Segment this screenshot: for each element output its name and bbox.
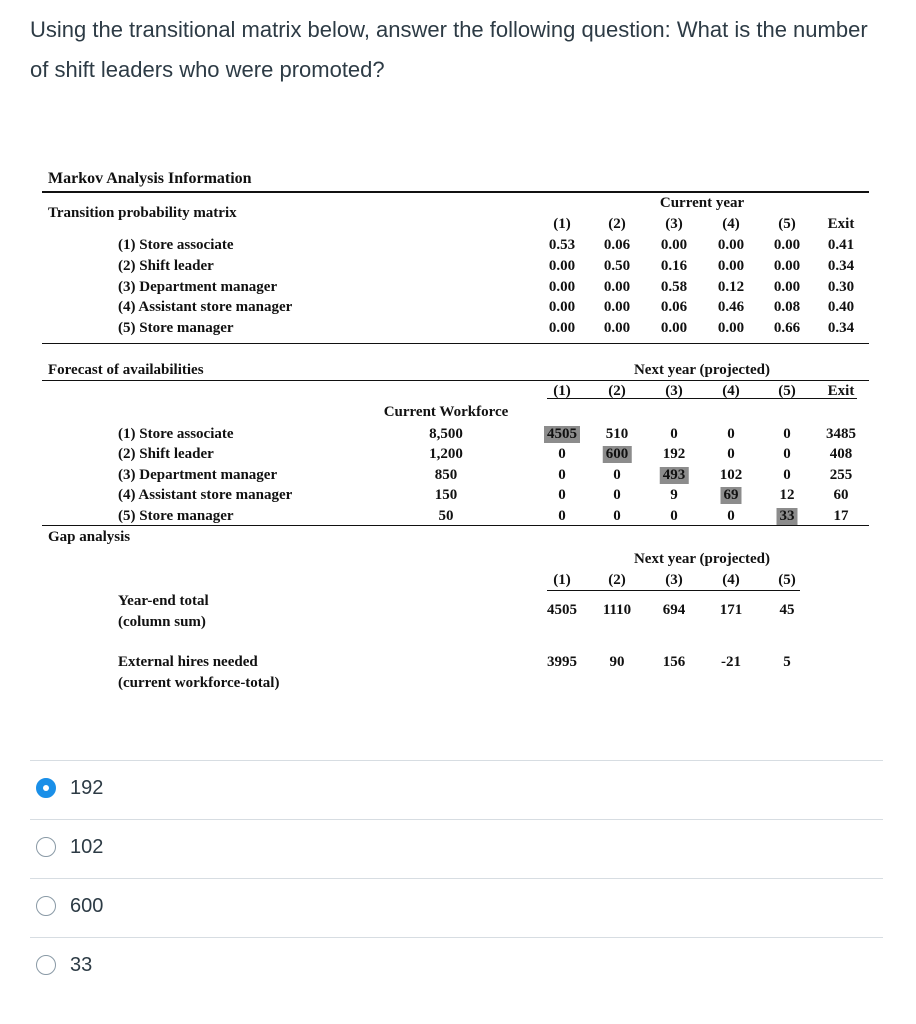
gap-col-rule <box>547 590 800 591</box>
external-label-2: (current workforce-total) <box>118 675 280 691</box>
workforce-header: Current Workforce <box>383 404 509 420</box>
answer-option-600[interactable] <box>36 886 103 926</box>
forecast-row-label: (3) Department manager <box>118 467 278 483</box>
forecast-bottom-rule <box>42 525 869 526</box>
tpm-cell: 0.40 <box>827 299 855 315</box>
workforce-value: 1,200 <box>429 446 463 462</box>
workforce-value: 8,500 <box>429 426 463 442</box>
tpm-cell: 0.00 <box>603 299 631 315</box>
forecast-cell: 493 <box>660 467 689 484</box>
forecast-header: Next year (projected) <box>633 362 771 378</box>
radio-icon[interactable] <box>36 896 56 916</box>
answer-separator <box>30 760 883 761</box>
tpm-row-label: (4) Assistant store manager <box>118 299 293 315</box>
tpm-row-label: (3) Department manager <box>118 279 278 295</box>
forecast-cell: 17 <box>833 508 849 524</box>
tpm-col-header: (3) <box>665 216 683 232</box>
tpm-cell: 0.00 <box>548 299 576 315</box>
tpm-col-header: (1) <box>553 216 571 232</box>
answer-separator <box>30 878 883 879</box>
year-end-value: 45 <box>779 602 795 618</box>
tpm-cell: 0.00 <box>548 258 576 274</box>
tpm-col-header: (4) <box>722 216 740 232</box>
forecast-col-header: (2) <box>608 383 626 399</box>
external-hire-value: 3995 <box>547 654 577 670</box>
tpm-cell: 0.12 <box>717 279 745 295</box>
forecast-cell: 0 <box>558 487 566 503</box>
forecast-row-label: (1) Store associate <box>118 426 234 442</box>
year-end-value: 171 <box>719 602 743 618</box>
tpm-cell: 0.06 <box>603 237 631 253</box>
forecast-col-header: (5) <box>778 383 796 399</box>
forecast-cell: 0 <box>727 426 735 442</box>
answer-label: 600 <box>70 894 104 917</box>
forecast-col-rule <box>547 398 857 399</box>
forecast-cell: 0 <box>613 487 621 503</box>
forecast-row-label: (2) Shift leader <box>118 446 214 462</box>
year-end-value: 4505 <box>547 602 577 618</box>
workforce-value: 50 <box>438 508 454 524</box>
forecast-row-label: (4) Assistant store manager <box>118 487 293 503</box>
tpm-cell: 0.34 <box>827 258 855 274</box>
gap-col-header: (4) <box>722 572 740 588</box>
forecast-cell: 0 <box>727 508 735 524</box>
tpm-cell: 0.00 <box>717 258 745 274</box>
forecast-cell: 0 <box>783 467 791 483</box>
forecast-col-header: Exit <box>827 383 855 399</box>
forecast-col-header: (1) <box>553 383 571 399</box>
gap-label: Gap analysis <box>48 529 131 545</box>
external-hire-value: -21 <box>721 654 741 670</box>
tpm-header: Current year <box>659 195 745 211</box>
forecast-row-label: (5) Store manager <box>118 508 234 524</box>
gap-col-header: (1) <box>553 572 571 588</box>
tpm-cell: 0.16 <box>660 258 688 274</box>
tpm-col-header: (5) <box>778 216 796 232</box>
tpm-cell: 0.00 <box>773 279 801 295</box>
external-hire-value: 90 <box>609 654 625 670</box>
radio-icon[interactable] <box>36 837 56 857</box>
forecast-cell: 510 <box>605 426 629 442</box>
forecast-label: Forecast of availabilities <box>48 362 204 378</box>
forecast-col-header: (4) <box>722 383 740 399</box>
tpm-cell: 0.58 <box>660 279 688 295</box>
gap-col-header: (3) <box>665 572 683 588</box>
tpm-cell: 0.30 <box>827 279 855 295</box>
tpm-cell: 0.50 <box>603 258 631 274</box>
tpm-cell: 0.00 <box>660 320 688 336</box>
forecast-cell: 33 <box>777 508 798 525</box>
external-hire-value: 5 <box>783 654 791 670</box>
year-end-value: 694 <box>662 602 686 618</box>
tpm-cell: 0.66 <box>773 320 801 336</box>
forecast-cell: 0 <box>670 508 678 524</box>
tpm-cell: 0.00 <box>717 320 745 336</box>
tpm-col-header: (2) <box>608 216 626 232</box>
forecast-cell: 4505 <box>544 426 580 443</box>
tpm-cell: 0.00 <box>773 237 801 253</box>
figure-title: Markov Analysis Information <box>48 170 252 187</box>
forecast-cell: 0 <box>613 508 621 524</box>
tpm-cell: 0.06 <box>660 299 688 315</box>
forecast-cell: 0 <box>558 467 566 483</box>
forecast-cell: 60 <box>833 487 849 503</box>
tpm-cell: 0.00 <box>603 279 631 295</box>
tpm-row-label: (1) Store associate <box>118 237 234 253</box>
answer-option-102[interactable] <box>36 827 103 867</box>
tpm-cell: 0.08 <box>773 299 801 315</box>
answer-label: 33 <box>70 953 93 976</box>
answer-separator <box>30 937 883 938</box>
tpm-cell: 0.53 <box>548 237 576 253</box>
answer-option-192[interactable] <box>36 768 103 808</box>
forecast-cell: 255 <box>829 467 853 483</box>
forecast-cell: 0 <box>558 446 566 462</box>
tpm-cell: 0.00 <box>773 258 801 274</box>
gap-col-header: (2) <box>608 572 626 588</box>
workforce-value: 850 <box>434 467 458 483</box>
tpm-cell: 0.46 <box>717 299 745 315</box>
forecast-cell: 192 <box>662 446 686 462</box>
tpm-cell: 0.00 <box>548 320 576 336</box>
year-end-label-2: (column sum) <box>118 614 206 630</box>
tpm-cell: 0.00 <box>717 237 745 253</box>
tpm-label: Transition probability matrix <box>48 205 237 221</box>
forecast-cell: 102 <box>719 467 743 483</box>
year-end-label-1: Year-end total <box>118 593 209 609</box>
forecast-col-header: (3) <box>665 383 683 399</box>
answer-separator <box>30 819 883 820</box>
radio-selected-icon[interactable] <box>36 778 56 798</box>
tpm-row-label: (2) Shift leader <box>118 258 214 274</box>
tpm-cell: 0.00 <box>548 279 576 295</box>
forecast-cell: 12 <box>779 487 795 503</box>
forecast-cell: 0 <box>783 426 791 442</box>
gap-col-header: (5) <box>778 572 796 588</box>
tpm-cell: 0.41 <box>827 237 855 253</box>
tpm-cell: 0.00 <box>603 320 631 336</box>
answer-label: 192 <box>70 776 104 799</box>
answer-option-33[interactable] <box>36 945 92 985</box>
tpm-cell: 0.00 <box>660 237 688 253</box>
tpm-cell: 0.34 <box>827 320 855 336</box>
forecast-cell: 0 <box>727 446 735 462</box>
forecast-cell: 408 <box>829 446 853 462</box>
year-end-value: 1110 <box>602 602 632 618</box>
external-hire-value: 156 <box>662 654 686 670</box>
radio-icon[interactable] <box>36 955 56 975</box>
tpm-row-label: (5) Store manager <box>118 320 234 336</box>
forecast-cell: 9 <box>670 487 678 503</box>
question-text: Using the transitional matrix below, answer the following question: What is the number of shift leaders who were promoted? <box>30 17 868 82</box>
tpm-col-header: Exit <box>827 216 855 232</box>
forecast-cell: 0 <box>670 426 678 442</box>
answer-label: 102 <box>70 835 104 858</box>
forecast-cell: 3485 <box>826 426 856 442</box>
forecast-cell: 600 <box>603 446 632 463</box>
forecast-top-rule <box>42 380 869 381</box>
forecast-cell: 0 <box>783 446 791 462</box>
tpm-rule <box>42 343 869 344</box>
title-rule <box>42 191 869 193</box>
forecast-cell: 69 <box>721 487 742 504</box>
forecast-cell: 0 <box>613 467 621 483</box>
gap-header: Next year (projected) <box>633 551 771 567</box>
forecast-cell: 0 <box>558 508 566 524</box>
workforce-value: 150 <box>434 487 458 503</box>
external-label-1: External hires needed <box>118 654 258 670</box>
